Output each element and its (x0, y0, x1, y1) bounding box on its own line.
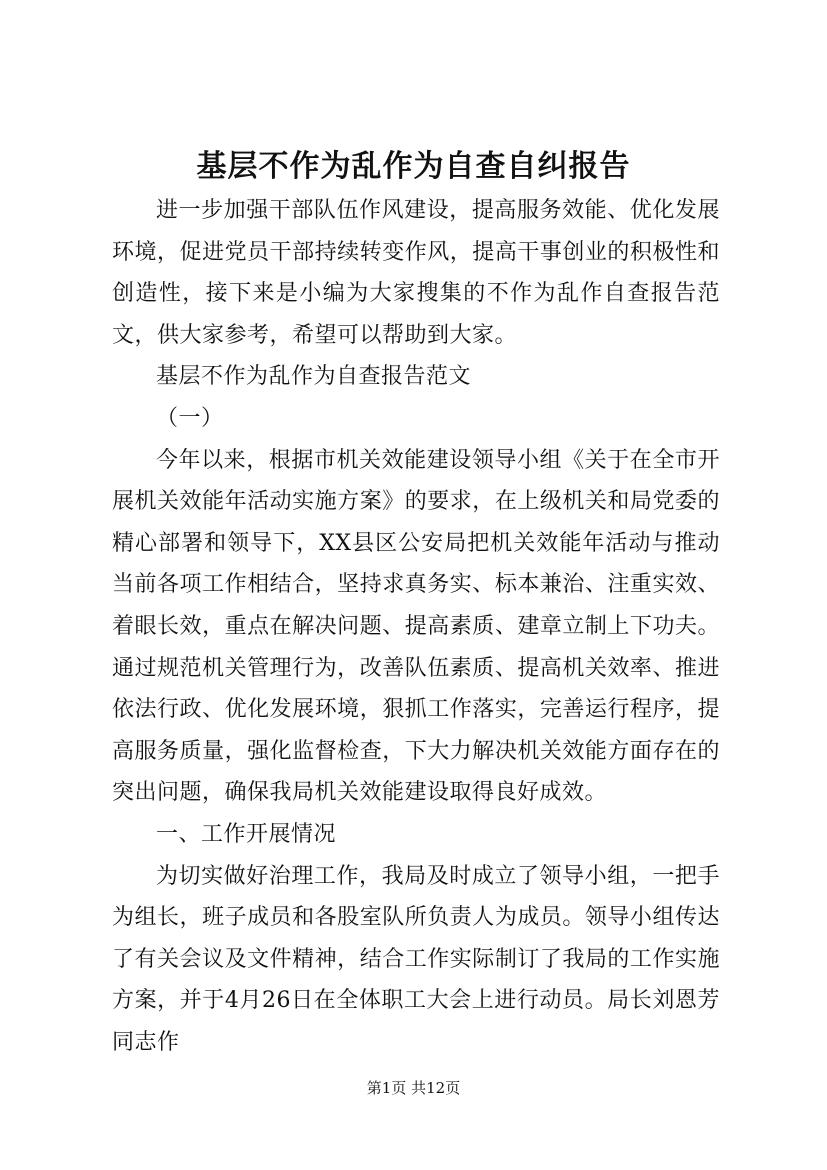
body-paragraph-1: 今年以来，根据市机关效能建设领导小组《关于在全市开展机关效能年活动实施方案》的要求，在上级机关和局党委的精心部署和领导下，XX县区公安局把机关效能年活动与推动当前各项工作相结合，坚持求真务实、标本兼治、注重实效、着眼长效，重点在解决问题、提高素质、建章立制上下功夫。通过规范机关管理行为，改善队伍素质、提高机关效率、推进依法行政、优化发展环境，狠抓工作落实，完善运行程序，提高服务质量，强化监督检查，下大力解决机关效能方面存在的突出问题，确保我局机关效能建设取得良好成效。 (112, 447, 720, 806)
intro-paragraph: 进一步加强干部队伍作风建设，提高服务效能、优化发展环境，促进党员干部持续转变作风，提高干事创业的积极性和创造性，接下来是小编为大家搜集的不作为乱作自查报告范文，供大家参考，希望可以帮助到大家。 (112, 198, 720, 348)
document-title: 基层不作为乱作为自查自纠报告 (196, 149, 631, 184)
page-footer: 第1页 共12页 (366, 1079, 461, 1097)
section-1-heading: 一、工作开展情况 (156, 821, 337, 847)
document-body (112, 190, 720, 1063)
section-marker: （一） (156, 405, 224, 431)
sample-heading: 基层不作为乱作为自查报告范文 (156, 364, 472, 390)
body-paragraph-2: 为切实做好治理工作，我局及时成立了领导小组，一把手为组长，班子成员和各股室队所负责人为成员。领导小组传达了有关会议及文件精神，结合工作实际制订了我局的工作实施方案，并于4月26日在全体职工大会上进行动员。局长刘恩芳同志作 (112, 863, 720, 1055)
